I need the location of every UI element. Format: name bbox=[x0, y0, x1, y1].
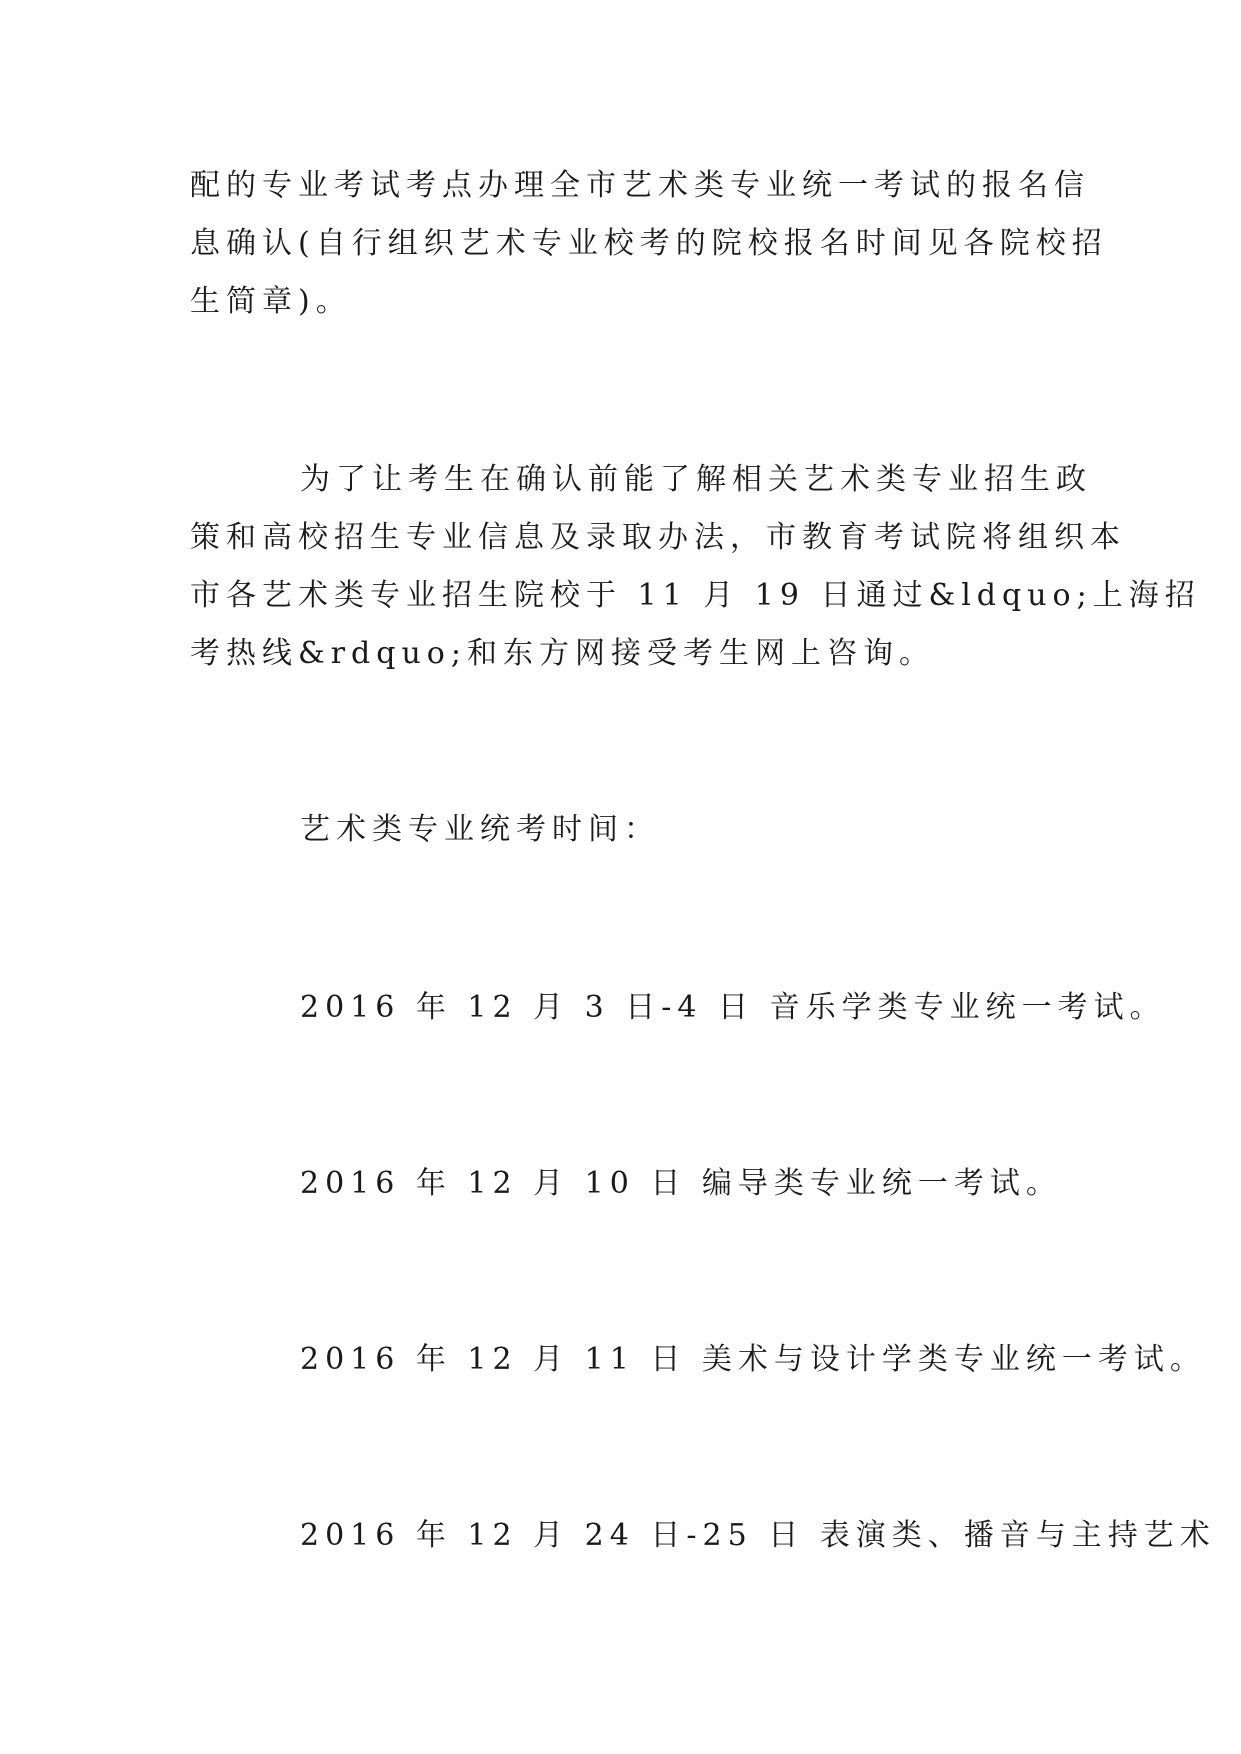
paragraph2-line4: 考热线&rdquo;和东方网接受考生网上咨询。 bbox=[190, 636, 935, 671]
paragraph1-line3: 生简章)。 bbox=[190, 284, 352, 319]
paragraph1-line1: 配的专业考试考点办理全市艺术类专业统一考试的报名信 bbox=[190, 168, 1090, 203]
schedule-heading: 艺术类专业统考时间： bbox=[300, 812, 660, 847]
schedule-item-music: 2016 年 12 月 3 日-4 日 音乐学类专业统一考试。 bbox=[300, 990, 1166, 1025]
paragraph2-line2: 策和高校招生专业信息及录取办法，市教育考试院将组织本 bbox=[190, 520, 1126, 555]
schedule-item-art-design: 2016 年 12 月 11 日 美术与设计学类专业统一考试。 bbox=[300, 1342, 1206, 1377]
schedule-item-directing: 2016 年 12 月 10 日 编导类专业统一考试。 bbox=[300, 1166, 1062, 1201]
paragraph1-line2: 息确认(自行组织艺术专业校考的院校报名时间见各院校招 bbox=[190, 226, 1108, 261]
paragraph2-line3: 市各艺术类专业招生院校于 11 月 19 日通过&ldquo;上海招 bbox=[190, 578, 1201, 613]
paragraph2-line1: 为了让考生在确认前能了解相关艺术类专业招生政 bbox=[300, 462, 1092, 497]
schedule-item-performance: 2016 年 12 月 24 日-25 日 表演类、播音与主持艺术 bbox=[300, 1518, 1216, 1553]
